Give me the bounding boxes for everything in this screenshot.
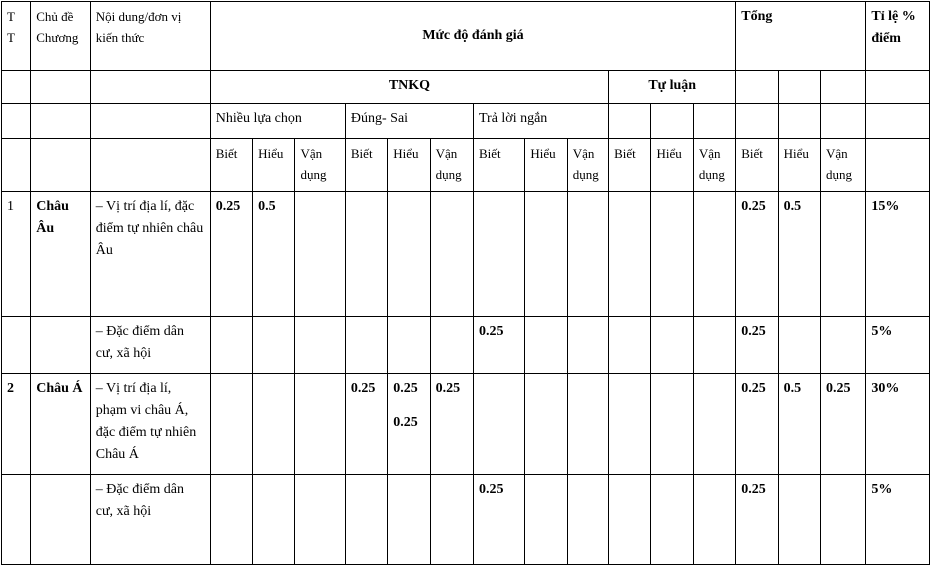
level-label: Vận dụng	[430, 139, 473, 192]
percent-cell: 5%	[866, 317, 930, 374]
score-cell	[345, 317, 387, 374]
level-label: Hiểu	[651, 139, 693, 192]
score-cell	[345, 192, 387, 317]
score-cell	[210, 317, 252, 374]
score-cell	[295, 374, 345, 475]
score-cell	[253, 475, 295, 565]
score-cell: 0.25	[473, 317, 524, 374]
score-cell	[609, 317, 651, 374]
score-cell	[295, 317, 345, 374]
total-cell: 0.25	[736, 317, 778, 374]
noi-dung-header: Nội dung/đơn vị kiến thức	[90, 2, 210, 71]
score-cell	[651, 317, 693, 374]
score-cell	[473, 374, 524, 475]
tnkq-header: TNKQ	[210, 71, 608, 104]
tu-luan-header: Tự luận	[609, 71, 736, 104]
score-cell	[430, 317, 473, 374]
level-label: Biết	[736, 139, 778, 192]
score-cell	[295, 475, 345, 565]
content-cell: – Đặc điểm dân cư, xã hội	[90, 317, 210, 374]
score-cell	[525, 192, 567, 317]
row-number: 2	[2, 374, 31, 475]
score-cell	[693, 374, 735, 475]
muc-do-header: Mức độ đánh giá	[210, 2, 736, 71]
level-label: Biết	[609, 139, 651, 192]
assessment-matrix-table	[1, 1, 930, 565]
score-cell: 0.5	[253, 192, 295, 317]
score-cell	[525, 475, 567, 565]
header-row-2	[2, 71, 930, 104]
level-label: Hiểu	[253, 139, 295, 192]
score-value: 0.25	[393, 381, 418, 396]
nhieu-lua-chon-header: Nhiều lựa chọn	[210, 104, 345, 139]
score-cell	[651, 475, 693, 565]
score-cell	[609, 192, 651, 317]
level-label: Vận dụng	[820, 139, 865, 192]
level-label: Vận dụng	[567, 139, 608, 192]
score-cell	[567, 374, 608, 475]
score-cell	[693, 475, 735, 565]
score-cell	[567, 317, 608, 374]
level-label: Vận dụng	[295, 139, 345, 192]
row-number	[2, 475, 31, 565]
score-cell: 0.25	[345, 374, 387, 475]
table-row	[2, 317, 930, 374]
total-cell: 0.25	[820, 374, 865, 475]
score-cell	[388, 475, 430, 565]
content-cell: – Vị trí địa lí, phạm vi châu Á, đặc điểm tự nhiên Châu Á	[90, 374, 210, 475]
header-row-1	[2, 2, 930, 71]
score-cell	[253, 317, 295, 374]
row-number	[2, 317, 31, 374]
score-cell	[210, 374, 252, 475]
table-row	[2, 374, 930, 475]
score-cell	[693, 317, 735, 374]
score-cell	[609, 374, 651, 475]
level-label: Vận dụng	[693, 139, 735, 192]
tong-header: Tổng	[736, 2, 866, 71]
score-cell	[388, 317, 430, 374]
score-cell	[609, 475, 651, 565]
content-cell: – Vị trí địa lí, đặc điểm tự nhiên châu Âu	[90, 192, 210, 317]
topic-cell	[31, 317, 91, 374]
level-label: Hiểu	[525, 139, 567, 192]
score-cell	[210, 475, 252, 565]
score-cell	[567, 192, 608, 317]
score-value-extra: 0.25	[393, 415, 418, 430]
total-cell: 0.25	[736, 374, 778, 475]
total-cell: 0.5	[778, 374, 820, 475]
topic-cell: Châu Âu	[31, 192, 91, 317]
score-cell	[430, 192, 473, 317]
level-label: Hiểu	[388, 139, 430, 192]
tt-header: T T	[2, 2, 31, 71]
score-cell	[295, 192, 345, 317]
score-cell	[525, 374, 567, 475]
score-cell	[345, 475, 387, 565]
total-cell: 0.25	[736, 192, 778, 317]
ti-le-header: Tỉ lệ % điểm	[866, 2, 930, 71]
percent-cell: 30%	[866, 374, 930, 475]
table-row	[2, 192, 930, 317]
total-cell	[820, 317, 865, 374]
total-cell	[778, 475, 820, 565]
level-label: Hiểu	[778, 139, 820, 192]
total-cell	[820, 192, 865, 317]
table-row	[2, 475, 930, 565]
score-cell	[253, 374, 295, 475]
score-cell	[430, 475, 473, 565]
total-cell	[778, 317, 820, 374]
content-cell: – Đặc điểm dân cư, xã hội	[90, 475, 210, 565]
total-cell	[820, 475, 865, 565]
score-cell	[473, 192, 524, 317]
chu-de-header: Chủ đề Chương	[31, 2, 91, 71]
header-row-levels	[2, 139, 930, 192]
score-cell-stacked	[388, 374, 430, 475]
level-label: Biết	[210, 139, 252, 192]
total-cell: 0.5	[778, 192, 820, 317]
score-cell	[388, 192, 430, 317]
total-cell: 0.25	[736, 475, 778, 565]
score-cell: 0.25	[430, 374, 473, 475]
score-cell	[693, 192, 735, 317]
score-cell: 0.25	[210, 192, 252, 317]
score-cell	[567, 475, 608, 565]
percent-cell: 15%	[866, 192, 930, 317]
dung-sai-header: Đúng- Sai	[345, 104, 473, 139]
topic-cell	[31, 475, 91, 565]
score-cell	[651, 374, 693, 475]
topic-cell: Châu Á	[31, 374, 91, 475]
row-number: 1	[2, 192, 31, 317]
level-label: Biết	[473, 139, 524, 192]
percent-cell: 5%	[866, 475, 930, 565]
level-label: Biết	[345, 139, 387, 192]
score-cell	[651, 192, 693, 317]
score-cell: 0.25	[473, 475, 524, 565]
score-cell	[525, 317, 567, 374]
header-row-3	[2, 104, 930, 139]
tra-loi-ngan-header: Trả lời ngắn	[473, 104, 608, 139]
